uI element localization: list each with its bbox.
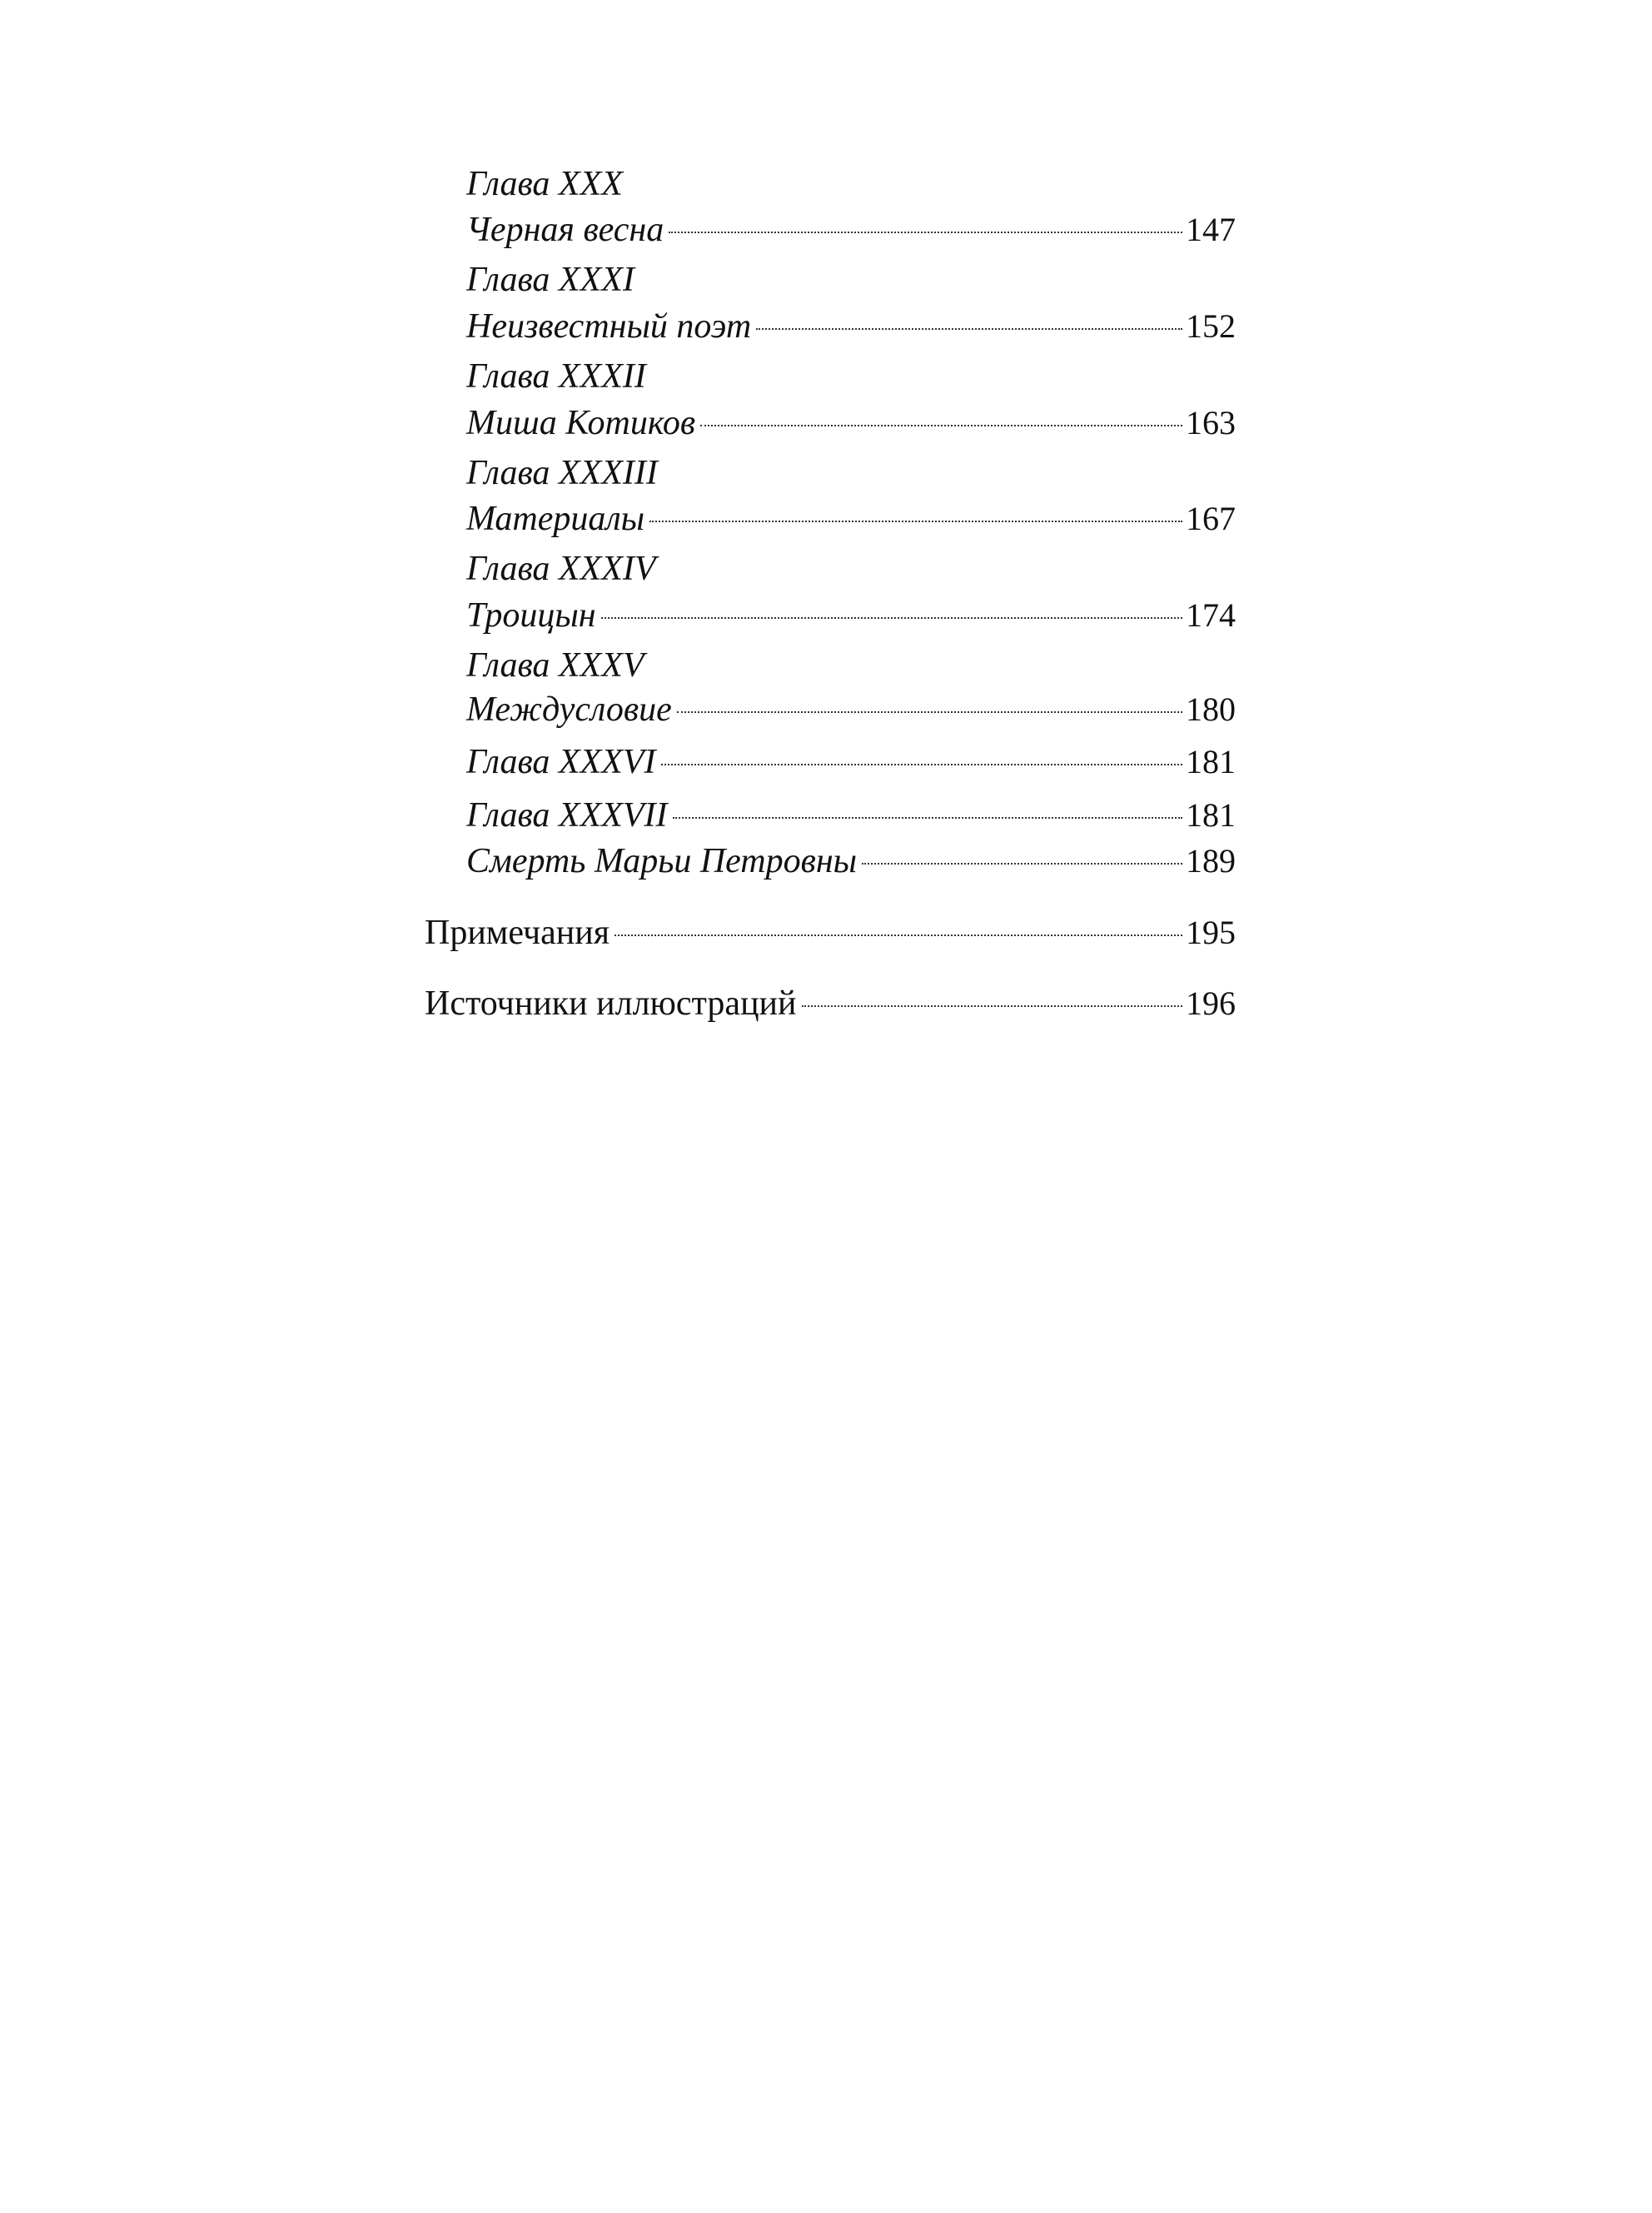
page-number: 174	[1186, 596, 1236, 634]
chapter-title: Междусловие	[466, 690, 672, 729]
toc-entry[interactable]	[466, 205, 1236, 255]
page-number: 163	[1186, 404, 1236, 441]
dot-leader	[802, 1004, 1183, 1007]
toc-entry-notes[interactable]	[425, 908, 1236, 958]
toc-chapter-label	[466, 255, 1236, 305]
toc-entry[interactable]	[466, 591, 1236, 640]
chapter-title: Смерть Марьи Петровны	[466, 842, 858, 880]
toc-entry[interactable]	[466, 398, 1236, 448]
toc-entry-illustration-sources[interactable]	[425, 979, 1236, 1029]
toc-chapter-label	[466, 159, 1236, 209]
toc-entry[interactable]	[466, 685, 1236, 735]
chapter-title: Троицын	[466, 596, 596, 635]
chapter-title: Материалы	[466, 500, 645, 538]
section-title: Источники иллюстраций	[425, 984, 797, 1023]
toc-entry[interactable]	[466, 494, 1236, 544]
chapter-number: Глава XXXIV	[466, 550, 656, 588]
toc-chapter-label	[466, 448, 1236, 498]
dot-leader	[700, 424, 1182, 426]
chapter-number: Глава XXXVII	[466, 796, 668, 835]
toc-chapter-label	[466, 640, 1236, 690]
page-number: 167	[1186, 500, 1236, 537]
dot-leader	[862, 862, 1182, 865]
dot-leader	[601, 616, 1182, 619]
page-number: 196	[1186, 984, 1236, 1022]
chapter-title: Черная весна	[466, 211, 664, 249]
chapter-number: Глава XXXVI	[466, 743, 656, 781]
dot-leader	[756, 327, 1182, 330]
page-number: 180	[1186, 690, 1236, 728]
toc-chapter-label	[466, 351, 1236, 401]
dot-leader	[677, 710, 1182, 713]
chapter-title: Неизвестный поэт	[466, 307, 752, 346]
chapter-number: Глава XXX	[466, 165, 623, 203]
chapter-title: Миша Котиков	[466, 404, 696, 442]
page-number: 147	[1186, 211, 1236, 248]
chapter-number: Глава XXXV	[466, 646, 644, 685]
section-title: Примечания	[425, 914, 610, 952]
dot-leader	[673, 816, 1182, 819]
dot-leader	[615, 934, 1182, 936]
toc-chapter-label	[466, 544, 1236, 594]
dot-leader	[669, 231, 1182, 233]
page-number: 181	[1186, 743, 1236, 780]
dot-leader	[661, 763, 1182, 765]
toc-entry[interactable]	[466, 790, 1236, 840]
page-number: 189	[1186, 842, 1236, 880]
chapter-number: Глава XXXI	[466, 261, 634, 299]
chapter-number: Глава XXXII	[466, 357, 646, 396]
toc-entry[interactable]	[466, 737, 1236, 787]
toc-entry[interactable]	[466, 302, 1236, 351]
page-number: 152	[1186, 307, 1236, 345]
page-number: 181	[1186, 796, 1236, 834]
toc-entry[interactable]	[466, 836, 1236, 886]
dot-leader	[649, 520, 1182, 522]
page-number: 195	[1186, 914, 1236, 951]
chapter-number: Глава XXXIII	[466, 454, 658, 492]
